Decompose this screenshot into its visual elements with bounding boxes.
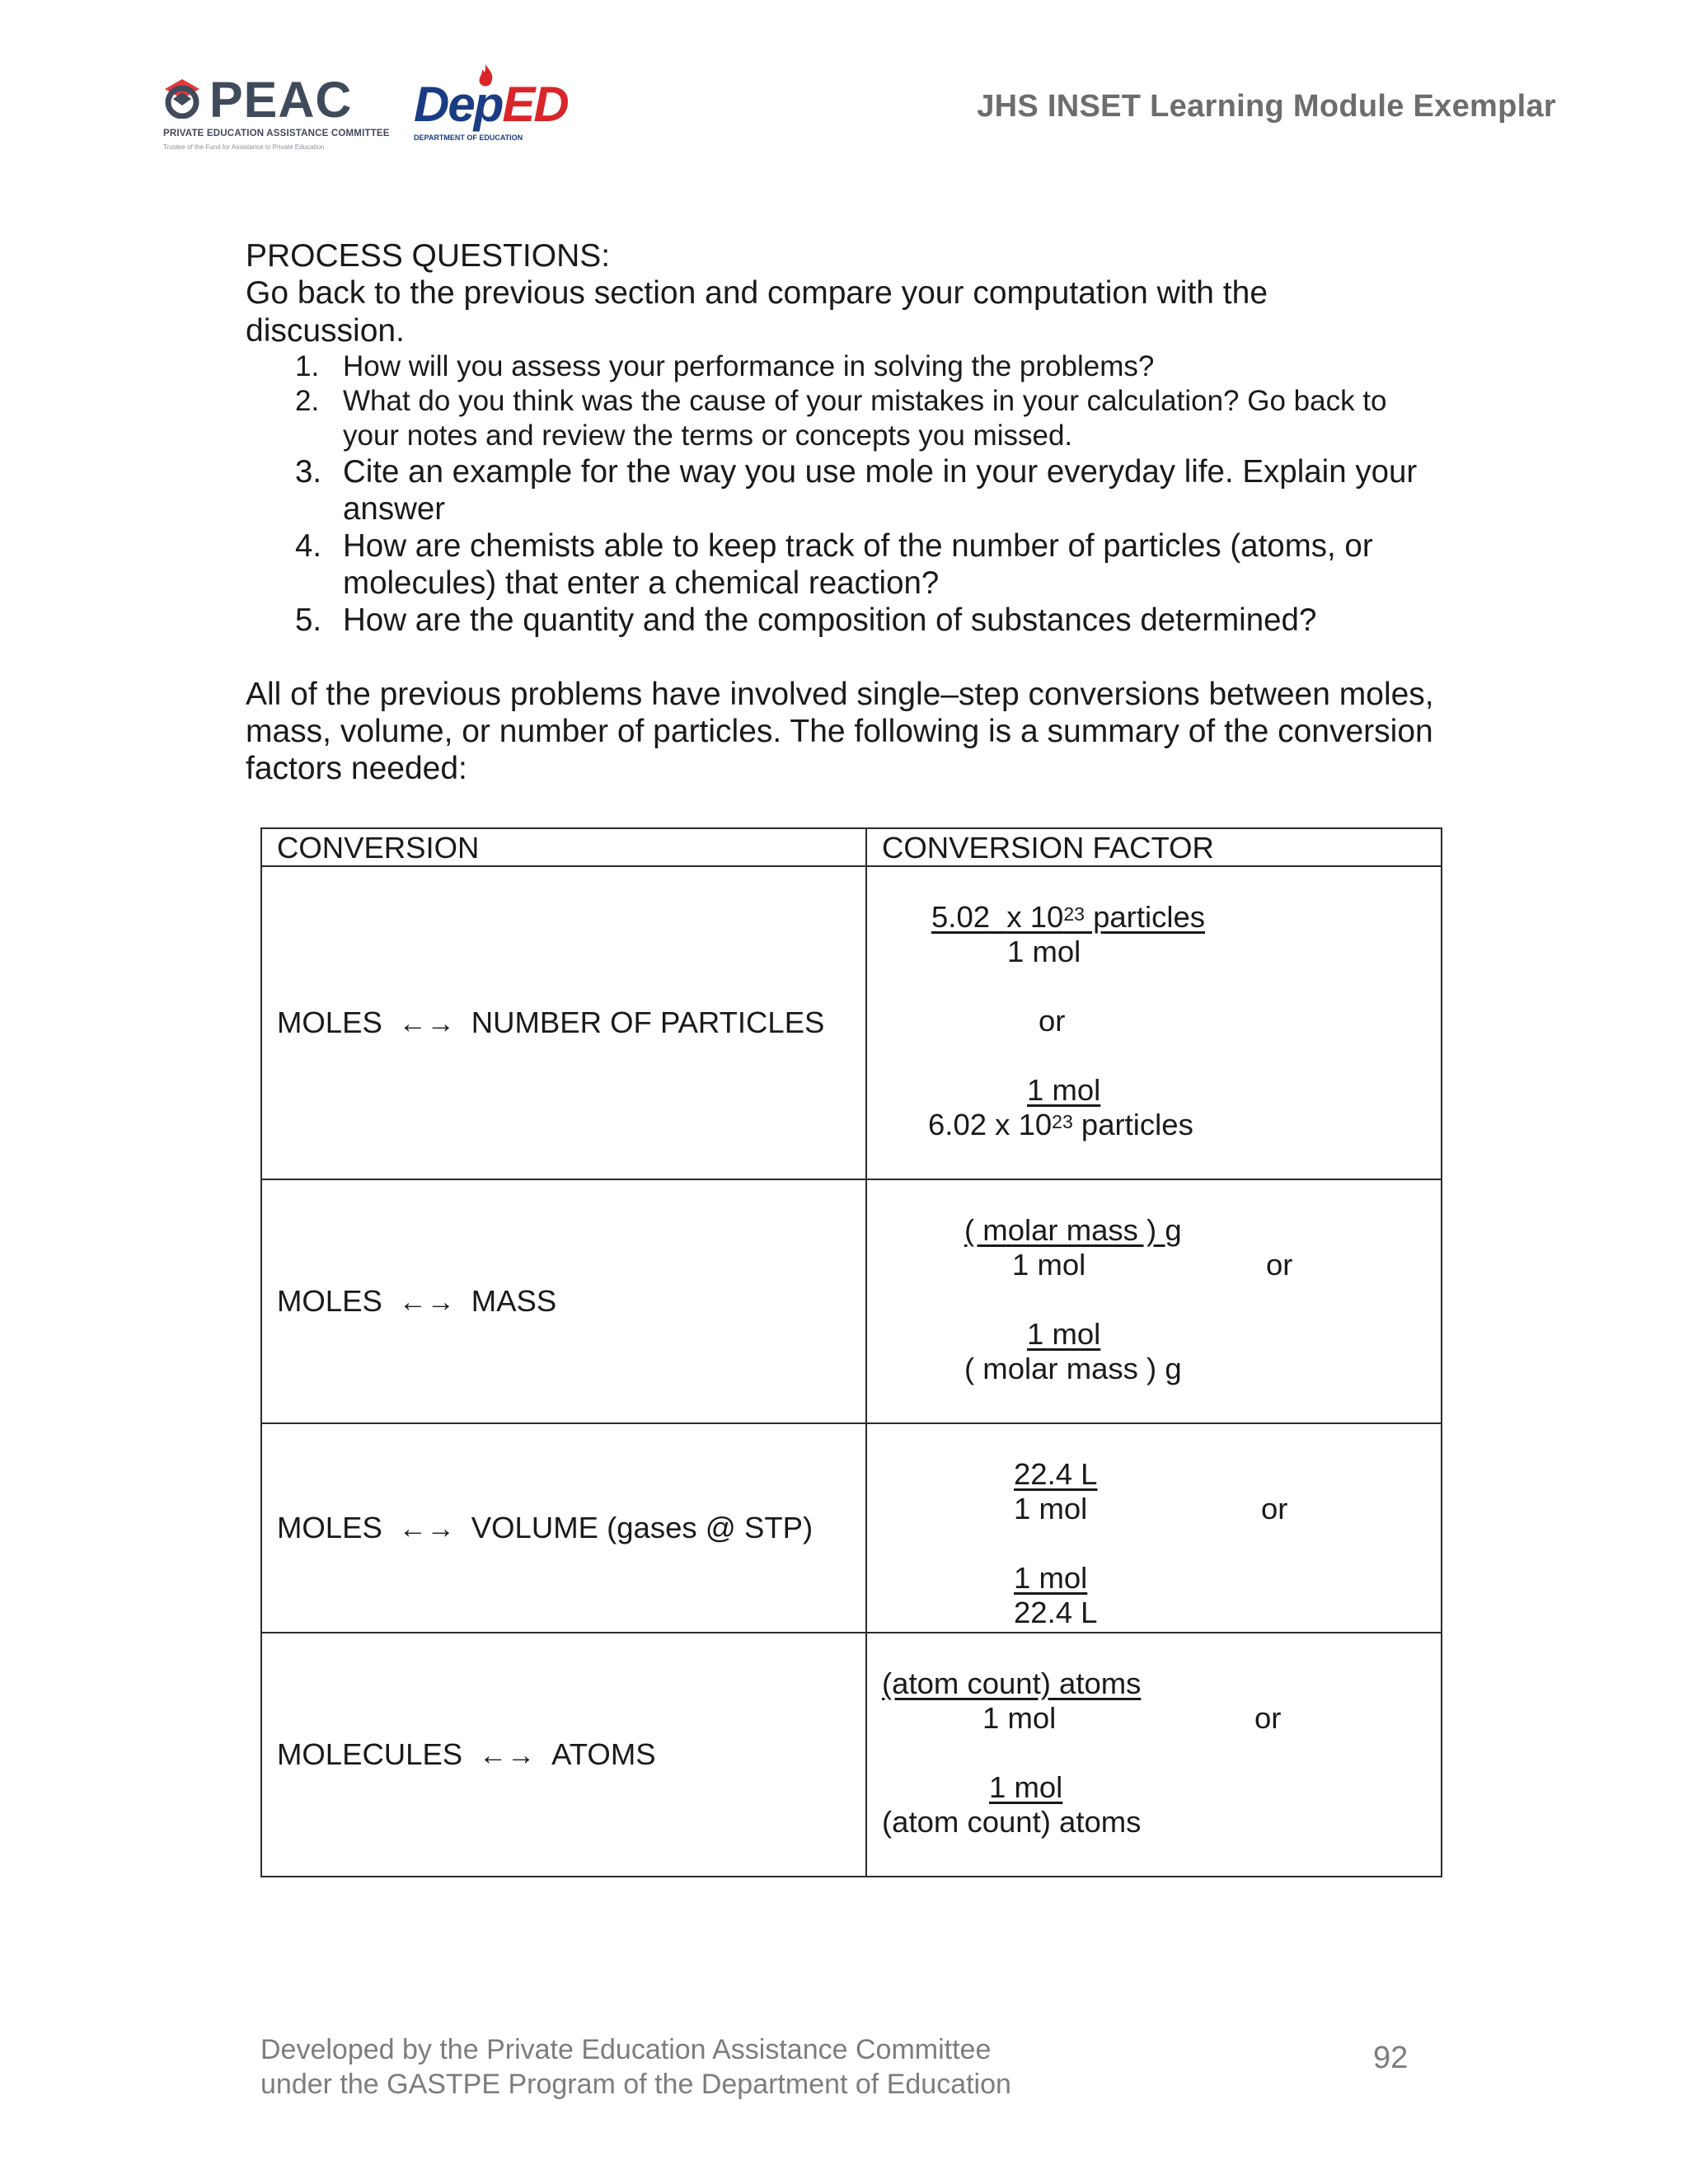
- list-number: 3.: [295, 454, 322, 490]
- double-arrow-icon: ←→: [479, 1739, 536, 1771]
- list-number: 2.: [295, 385, 320, 417]
- factor-numerator: ( molar mass ) g: [964, 1213, 1182, 1247]
- list-item: [246, 384, 1449, 453]
- conversion-cell: [261, 1423, 866, 1633]
- table-header-row: [261, 828, 1442, 866]
- column-header-conversion: CONVERSION: [261, 828, 866, 866]
- factor-numerator: 1 mol: [1027, 1073, 1101, 1107]
- factor-numerator: (atom count) atoms: [882, 1666, 1142, 1700]
- table-row: [261, 866, 1442, 1179]
- process-questions-list: [246, 349, 1449, 639]
- factor-numerator: 5.02 x $10^{23}$ particles: [931, 900, 1205, 934]
- factor-denominator: 22.4 L: [1014, 1596, 1098, 1629]
- summary-paragraph: All of the previous problems have involved single–step conversions between moles, mass, volume, or number of particles. The following is a summary of the conversion factors needed:: [246, 677, 1434, 786]
- conversion-to: NUMBER OF PARTICLES: [471, 1005, 825, 1039]
- deped-wordmark: [414, 77, 568, 132]
- conversion-cell: [261, 1633, 866, 1877]
- double-arrow-icon: ←→: [398, 1007, 455, 1039]
- factor-denominator: 1 mol: [982, 1701, 1057, 1735]
- deped-subtitle: DEPARTMENT OF EDUCATION: [414, 134, 523, 142]
- process-questions-heading: PROCESS QUESTIONS:: [246, 238, 611, 274]
- question-text: How are the quantity and the composition of substances determined?: [343, 602, 1317, 638]
- factor-cell: [866, 866, 1442, 1179]
- or-label: or: [1254, 1701, 1282, 1735]
- factor-cell: [866, 1423, 1442, 1633]
- list-number: 5.: [295, 602, 322, 638]
- footer-line-2: under the GASTPE Program of the Department of Education: [260, 2069, 1011, 2100]
- list-item: [246, 602, 1449, 639]
- question-text: How will you assess your performance in solving the problems?: [343, 350, 1155, 382]
- list-item: [246, 527, 1449, 602]
- factor-denominator: (atom count) atoms: [882, 1805, 1142, 1839]
- peac-wordmark: PEAC: [209, 72, 353, 128]
- peac-tagline: Trustee of the Fund for Assistance to Private Education: [163, 143, 325, 151]
- factor-numerator: 22.4 L: [1014, 1457, 1098, 1491]
- factor-numerator: 1 mol: [1014, 1561, 1088, 1595]
- conversion-from: MOLES: [277, 1283, 382, 1318]
- double-arrow-icon: ←→: [398, 1512, 455, 1544]
- factor-denominator: ( molar mass ) g: [964, 1352, 1182, 1385]
- or-label: or: [1266, 1248, 1293, 1282]
- list-item: [246, 453, 1449, 527]
- factor-numerator: 1 mol: [1027, 1317, 1101, 1351]
- deped-word-right: ED: [502, 77, 568, 132]
- peac-logo: [162, 71, 390, 157]
- peac-subtitle: PRIVATE EDUCATION ASSISTANCE COMMITTEE: [163, 129, 390, 138]
- conversion-to: MASS: [471, 1283, 557, 1318]
- question-text: What do you think was the cause of your mistakes in your calculation? Go back to your notes and review the terms or concepts you missed.: [343, 385, 1387, 452]
- conversion-table: [260, 827, 1442, 1877]
- table-row: [261, 1423, 1442, 1633]
- list-number: 1.: [295, 350, 320, 382]
- factor-numerator: 1 mol: [989, 1770, 1063, 1804]
- factor-denominator: 1 mol: [1007, 935, 1081, 968]
- list-item: [246, 349, 1449, 384]
- conversion-from: MOLES: [277, 1005, 382, 1039]
- list-number: 4.: [295, 528, 322, 564]
- footer-credits: [260, 2032, 1011, 2102]
- conversion-from: MOLECULES: [277, 1736, 463, 1771]
- factor-cell: [866, 1633, 1442, 1877]
- table-row: [261, 1179, 1442, 1423]
- footer-line-1: Developed by the Private Education Assistance Committee: [260, 2034, 992, 2065]
- deped-logo: [414, 64, 570, 147]
- module-title: JHS INSET Learning Module Exemplar: [977, 89, 1556, 124]
- process-questions-intro: Go back to the previous section and compare your computation with the discussion.: [246, 275, 1268, 349]
- conversion-from: MOLES: [277, 1510, 382, 1544]
- factor-denominator: 1 mol: [1014, 1492, 1088, 1526]
- peac-emblem-icon: [162, 77, 203, 119]
- factor-denominator: 1 mol: [1012, 1248, 1086, 1282]
- conversion-cell: [261, 1179, 866, 1423]
- column-header-conversion-factor: CONVERSION FACTOR: [866, 828, 1442, 866]
- question-text: Cite an example for the way you use mole in your everyday life. Explain your answer: [343, 454, 1418, 527]
- conversion-cell: [261, 866, 866, 1179]
- table-row: [261, 1633, 1442, 1877]
- conversion-to: ATOMS: [551, 1736, 656, 1771]
- or-label: or: [1261, 1492, 1288, 1526]
- question-text: How are chemists able to keep track of the number of particles (atoms, or molecules) that enter a chemical reaction?: [343, 528, 1373, 601]
- page-number: 92: [1373, 2041, 1409, 2075]
- double-arrow-icon: ←→: [398, 1286, 455, 1318]
- conversion-to: VOLUME (gases @ STP): [471, 1510, 814, 1544]
- factor-denominator: 6.02 x $10^{23}$ particles: [928, 1108, 1193, 1141]
- deped-word-left: Dep: [414, 77, 503, 132]
- factor-cell: [866, 1179, 1442, 1423]
- or-label: or: [1039, 1004, 1066, 1038]
